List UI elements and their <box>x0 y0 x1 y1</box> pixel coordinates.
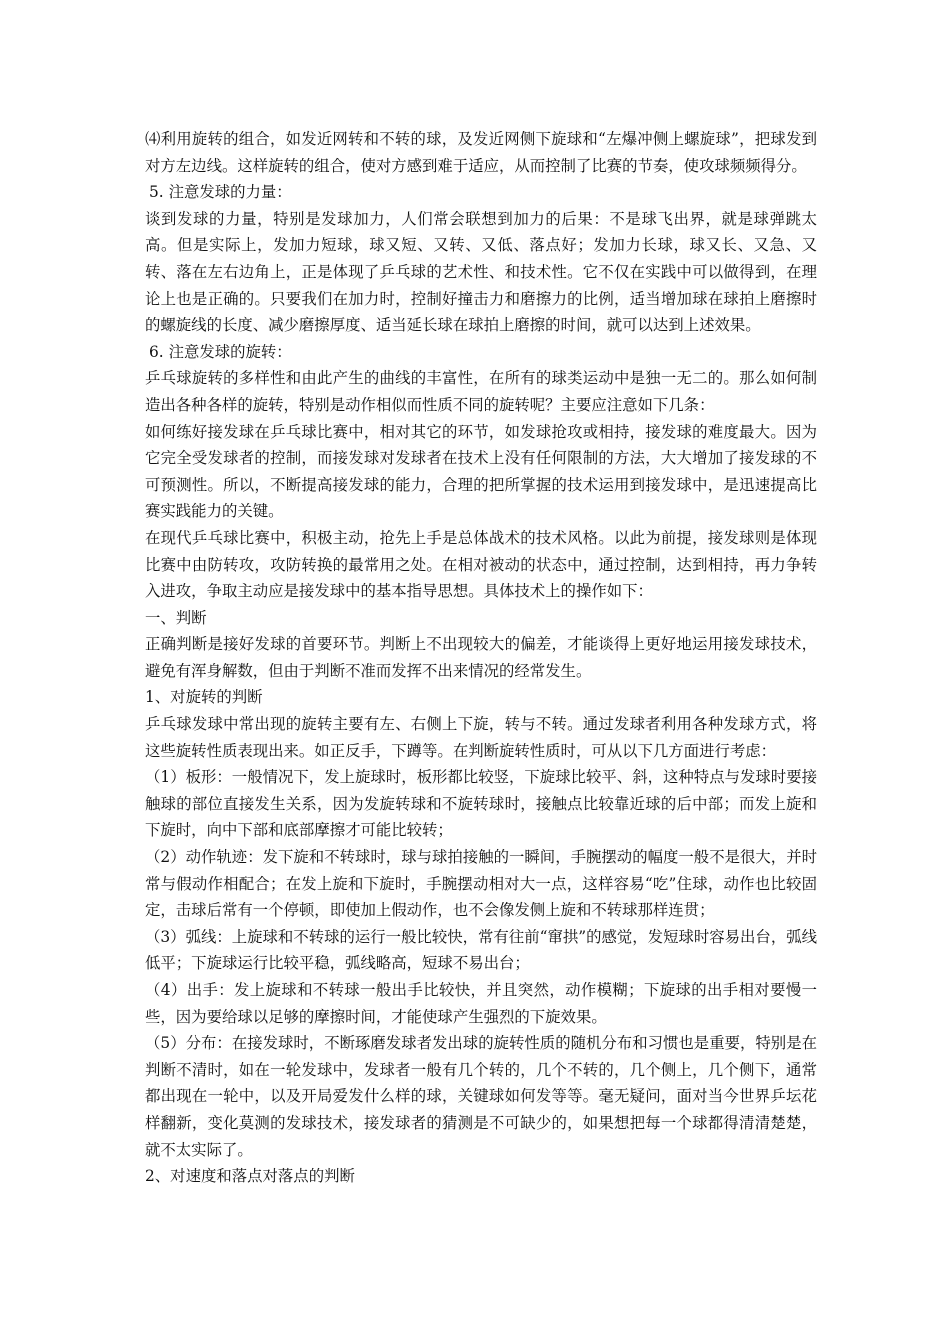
heading-serve-power: 5. 注意发球的力量： <box>149 183 292 202</box>
heading-judgement: 一、判断 <box>145 608 207 627</box>
list-item-release: （4）出手：发上旋球和不转球一般出手比较快，并且突然，动作模糊；下旋球的出手相对要慢一些，因为要给球以足够的摩擦时间，才能使球产生强烈的下旋效果。 <box>145 981 817 1026</box>
list-item-blade-angle: （1）板形：一般情况下，发上旋球时，板形都比较竖，下旋球比较平、斜，这种特点与发球时要接触球的部位直接发生关系，因为发旋转球和不旋转球时，接触点比较靠近球的后中部；而发上旋和下旋时，向中下部和底部摩擦才可能比较转； <box>145 768 817 840</box>
paragraph-rotation-combination: ⑷利用旋转的组合，如发近网转和不转的球，及发近网侧下旋球和“左爆冲侧上螺旋球”，把球发到对方左边线。这样旋转的组合，使对方感到难于适应，从而控制了比赛的节奏，使攻球频频得分。 <box>145 130 817 175</box>
list-item-motion-trajectory: （2）动作轨迹：发下旋和不转球时，球与球拍接触的一瞬间，手腕摆动的幅度一般不是很大，并时常与假动作相配合；在发上旋和下旋时，手腕摆动相对大一点，这样容易“吃”住球，动作也比较固定，击球后常有一个停顿，即使加上假动作，也不会像发侧上旋和不转球那样连贯； <box>145 848 817 920</box>
paragraph-spin-variety: 乒乓球旋转的多样性和由此产生的曲线的丰富性，在所有的球类运动中是独一无二的。那么如何制造出各种各样的旋转，特别是动作相似而性质不同的旋转呢？主要应注意如下几条： <box>145 369 817 414</box>
paragraph-serve-power: 谈到发球的力量，特别是发球加力，人们常会联想到加力的后果：不是球飞出界，就是球弹跳太高。但是实际上，发加力短球，球又短、又转、又低、落点好；发加力长球，球又长、又急、又转、落在左右边角上，正是体现了乒乓球的艺术性、和技术性。它不仅在实践中可以做得到，在理论上也是正确的。只要我们在加力时，控制好撞击力和磨擦力的比例，适当增加球在球拍上磨擦时的螺旋线的长度、减少磨擦厚度、适当延长球在球拍上磨擦的时间，就可以达到上述效果。 <box>145 209 817 335</box>
heading-spin-judgement: 1、对旋转的判断 <box>145 688 263 707</box>
paragraph-spin-types: 乒乓球发球中常出现的旋转主要有左、右侧上下旋，转与不转。通过发球者利用各种发球方式，将这些旋转性质表现出来。如正反手，下蹲等。在判断旋转性质时，可从以下几方面进行考虑： <box>145 715 817 760</box>
list-item-distribution: （5）分布：在接发球时，不断琢磨发球者发出球的旋转性质的随机分布和习惯也是重要，特别是在判断不清时，如在一轮发球中，发球者一般有几个转的，几个不转的，几个侧上，几个侧下，通常都出现在一轮中，以及开局爱发什么样的球，关键球如何发等等。毫无疑问，面对当今世界乒坛花样翻新，变化莫测的发球技术，接发球者的猜测是不可缺少的，如果想把每一个球都得清清楚楚，就不太实际了。 <box>145 1034 817 1159</box>
list-item-arc: （3）弧线：上旋球和不转球的运行一般比较快，常有往前“窜拱”的感觉，发短球时容易出台，弧线低平；下旋球运行比较平稳，弧线略高，短球不易出台； <box>145 927 817 973</box>
heading-serve-spin: 6. 注意发球的旋转： <box>149 342 292 361</box>
paragraph-judgement: 正确判断是接好发球的首要环节。判断上不出现较大的偏差，才能谈得上更好地运用接发球技术，避免有浑身解数，但由于判断不准而发挥不出来情况的经常发生。 <box>145 635 817 680</box>
paragraph-modern-tactics: 在现代乒乓球比赛中，积极主动，抢先上手是总体战术的技术风格。以此为前提，接发球则是体现比赛中由防转攻，攻防转换的最常用之处。在相对被动的状态中，通过控制，达到相持，再力争转入进攻，争取主动应是接发球中的基本指导思想。具体技术上的操作如下： <box>145 528 817 601</box>
heading-speed-placement: 2、对速度和落点对落点的判断 <box>145 1167 355 1186</box>
paragraph-receive-practice: 如何练好接发球在乒乓球比赛中，相对其它的环节，如发球抢攻或相持，接发球的难度最大。因为它完全受发球者的控制，而接发球对发球者在技术上没有任何限制的方法，大大增加了接发球的不可预测性。所以，不断提高接发球的能力，合理的把所掌握的技术运用到接发球中，是迅速提高比赛实践能力的关键。 <box>145 422 817 521</box>
document-page <box>145 126 817 1190</box>
